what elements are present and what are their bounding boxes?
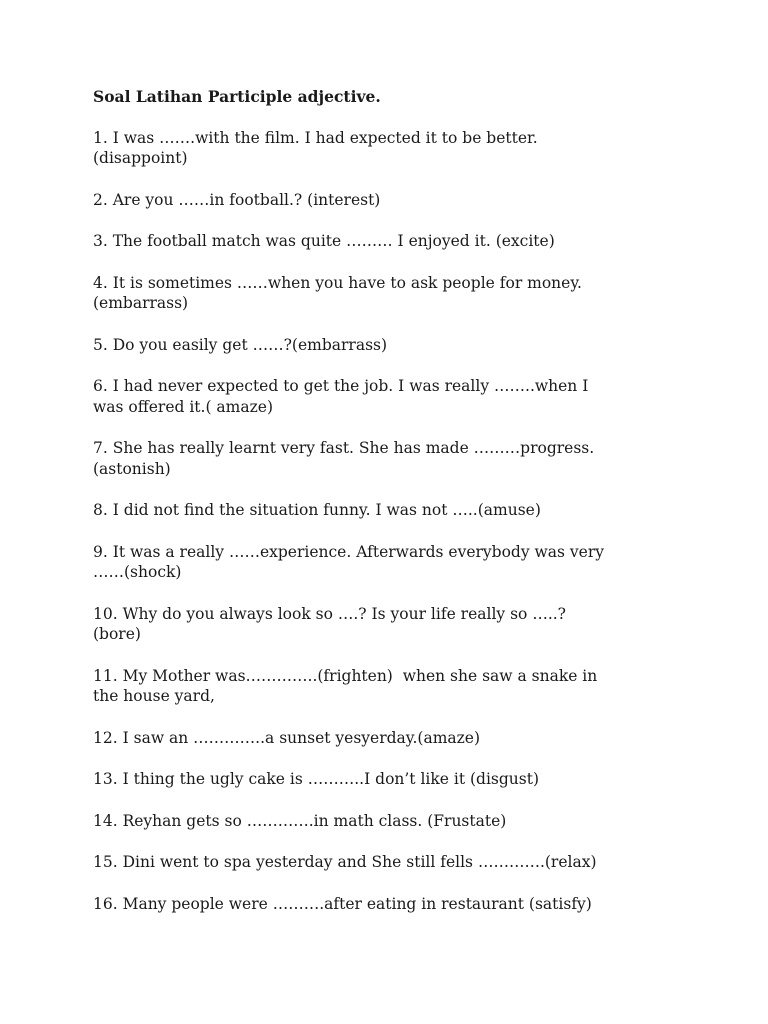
question-3: 3. The football match was quite ……… I enjoyed it. (excite): [93, 232, 555, 250]
question-5: 5. Do you easily get ……?(embarrass): [93, 335, 388, 354]
question-10: 10. Why do you always look so ….? Is your life really so …..? (bore): [93, 604, 566, 643]
document-page: [93, 87, 683, 935]
question-7: 7. She has really learnt very fast. She has made ………progress. (astonish): [93, 439, 595, 478]
question-8: 8. I did not find the situation funny. I was not …..(amuse): [93, 501, 541, 519]
question-9: 9. It was a really ……experience. Afterwards everybody was very ……(shock): [93, 542, 605, 581]
question-2: 2. Are you ……in football.? (interest): [93, 190, 381, 209]
question-12: 12. I saw an …………..a sunset yesyerday.(amaze): [93, 728, 481, 747]
question-1: 1. I was …….with the film. I had expected it to be better. (disappoint): [93, 128, 538, 167]
question-15: 15. Dini went to spa yesterday and She still fells ………….(relax): [93, 853, 597, 871]
document-title: Soal Latihan Participle adjective.: [93, 87, 381, 106]
question-13: 13. I thing the ugly cake is ………..I don’t like it (disgust): [93, 770, 539, 788]
question-16: 16. Many people were ……….after eating in restaurant (satisfy): [93, 894, 592, 913]
question-6: 6. I had never expected to get the job. I was really ……..when I was offered it.( amaze): [93, 377, 589, 416]
question-11: 11. My Mother was…………..(frighten) when she saw a snake in the house yard,: [93, 666, 598, 705]
question-14: 14. Reyhan gets so ………….in math class. (Frustate): [93, 811, 507, 830]
question-4: 4. It is sometimes ……when you have to ask people for money. (embarrass): [93, 273, 582, 312]
